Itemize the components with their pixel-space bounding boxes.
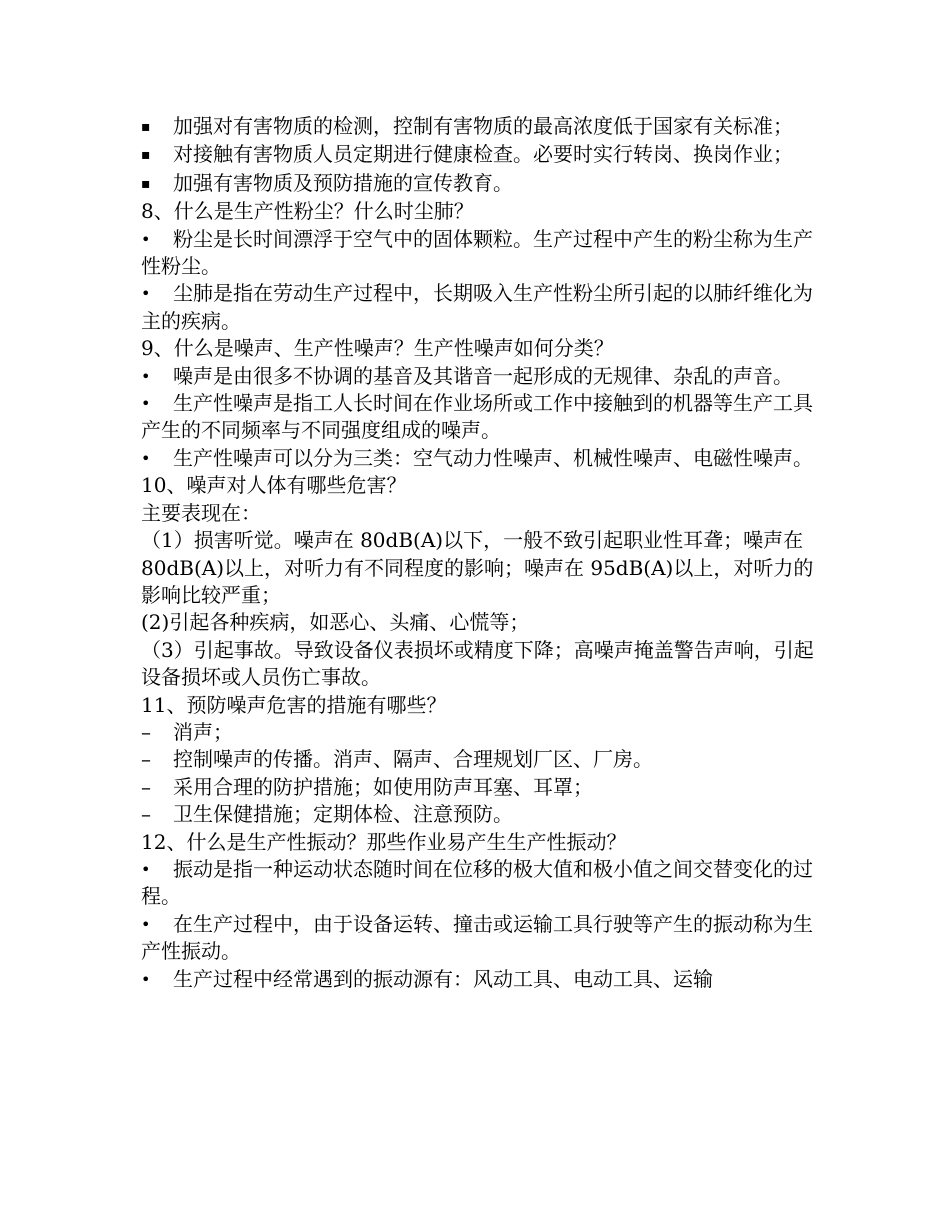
item-text: 在生产过程中，由于设备运转、撞击或运输工具行驶等产生的振动称为生产性振动。 <box>141 911 813 964</box>
question-heading: 8、什么是生产性粉尘？什么时尘肺？ <box>141 199 474 224</box>
numbered-point: （3）引起事故。导致设备仪表损坏或精度下降；高噪声掩盖警告声响，引起设备损坏或人员伤亡事故。 <box>141 637 814 690</box>
item-text: 卫生保健措施；定期体检、注意预防。 <box>173 802 513 827</box>
dash-bullet-icon: – <box>141 719 151 744</box>
dash-bullet-icon: – <box>141 774 151 799</box>
item-text: 振动是指一种运动状态随时间在位移的极大值和极小值之间交替变化的过程。 <box>141 856 813 909</box>
question-heading: 10、噪声对人体有哪些危害？ <box>141 473 407 498</box>
dot-bullet-icon: • <box>141 859 151 879</box>
dot-bullet-icon: • <box>141 366 151 386</box>
dash-item <box>141 801 816 828</box>
bullet-item <box>141 170 816 198</box>
item-text: 采用合理的防护措施；如使用防声耳塞、耳罩； <box>173 774 593 799</box>
square-bullet-icon: ▪ <box>141 175 151 192</box>
bullet-item <box>141 363 816 390</box>
square-bullet-icon: ▪ <box>141 147 151 164</box>
dot-bullet-icon: • <box>141 969 151 989</box>
numbered-point: （1）损害听觉。噪声在 80dB(A)以下，一般不致引起职业性耳聋；噪声在 80dB(A)以上，对听力有不同程度的影响；噪声在 95dB(A)以上，对听力的影响比较严重； <box>141 528 814 607</box>
bullet-item <box>141 113 816 141</box>
dot-bullet-icon: • <box>141 394 151 414</box>
item-text: 生产性噪声可以分为三类：空气动力性噪声、机械性噪声、电磁性噪声。 <box>173 445 813 470</box>
dash-item <box>141 746 816 773</box>
dot-bullet-icon: • <box>141 229 151 249</box>
item-text: 加强有害物质及预防措施的宣传教育。 <box>173 170 513 195</box>
bullet-item <box>141 226 816 281</box>
bullet-item <box>141 280 816 335</box>
dot-bullet-icon: • <box>141 448 151 468</box>
bullet-item <box>141 856 816 911</box>
question-heading: 11、预防噪声危害的措施有哪些？ <box>141 692 447 717</box>
item-text: 噪声是由很多不协调的基音及其谐音一起形成的无规律、杂乱的声音。 <box>173 363 793 388</box>
numbered-point: (2)引起各种疾病，如恶心、头痛、心慌等； <box>141 610 530 635</box>
dot-bullet-icon: • <box>141 914 151 934</box>
bullet-item <box>141 390 816 445</box>
item-text: 加强对有害物质的检测，控制有害物质的最高浓度低于国家有关标准； <box>173 114 793 138</box>
item-text: 粉尘是长时间漂浮于空气中的固体颗粒。生产过程中产生的粉尘称为生产性粉尘。 <box>141 226 813 279</box>
bullet-item <box>141 141 816 169</box>
item-text: 生产性噪声是指工人长时间在作业场所或工作中接触到的机器等生产工具产生的不同频率与不同强度组成的噪声。 <box>141 391 813 443</box>
bullet-item <box>141 445 816 472</box>
dash-item <box>141 774 816 801</box>
dash-item <box>141 719 816 746</box>
dash-bullet-icon: – <box>141 802 151 827</box>
bullet-item <box>141 911 816 966</box>
item-text: 控制噪声的传播。消声、隔声、合理规划厂区、厂房。 <box>173 747 653 772</box>
item-text: 尘肺是指在劳动生产过程中，长期吸入生产性粉尘所引起的以肺纤维化为主的疾病。 <box>141 281 813 333</box>
document-page <box>141 113 816 993</box>
dot-bullet-icon: • <box>141 284 151 304</box>
intro-line: 主要表现在： <box>141 500 261 525</box>
item-text: 消声； <box>173 719 233 744</box>
item-text: 生产过程中经常遇到的振动源有：风动工具、电动工具、运输 <box>173 966 713 991</box>
square-bullet-icon: ▪ <box>141 119 151 135</box>
item-text: 对接触有害物质人员定期进行健康检查。必要时实行转岗、换岗作业； <box>173 142 793 167</box>
bullet-item <box>141 966 816 993</box>
question-heading: 12、什么是生产性振动？那些作业易产生生产性振动？ <box>141 829 627 854</box>
question-heading: 9、什么是噪声、生产性噪声？生产性噪声如何分类？ <box>141 336 614 361</box>
dash-bullet-icon: – <box>141 747 151 772</box>
